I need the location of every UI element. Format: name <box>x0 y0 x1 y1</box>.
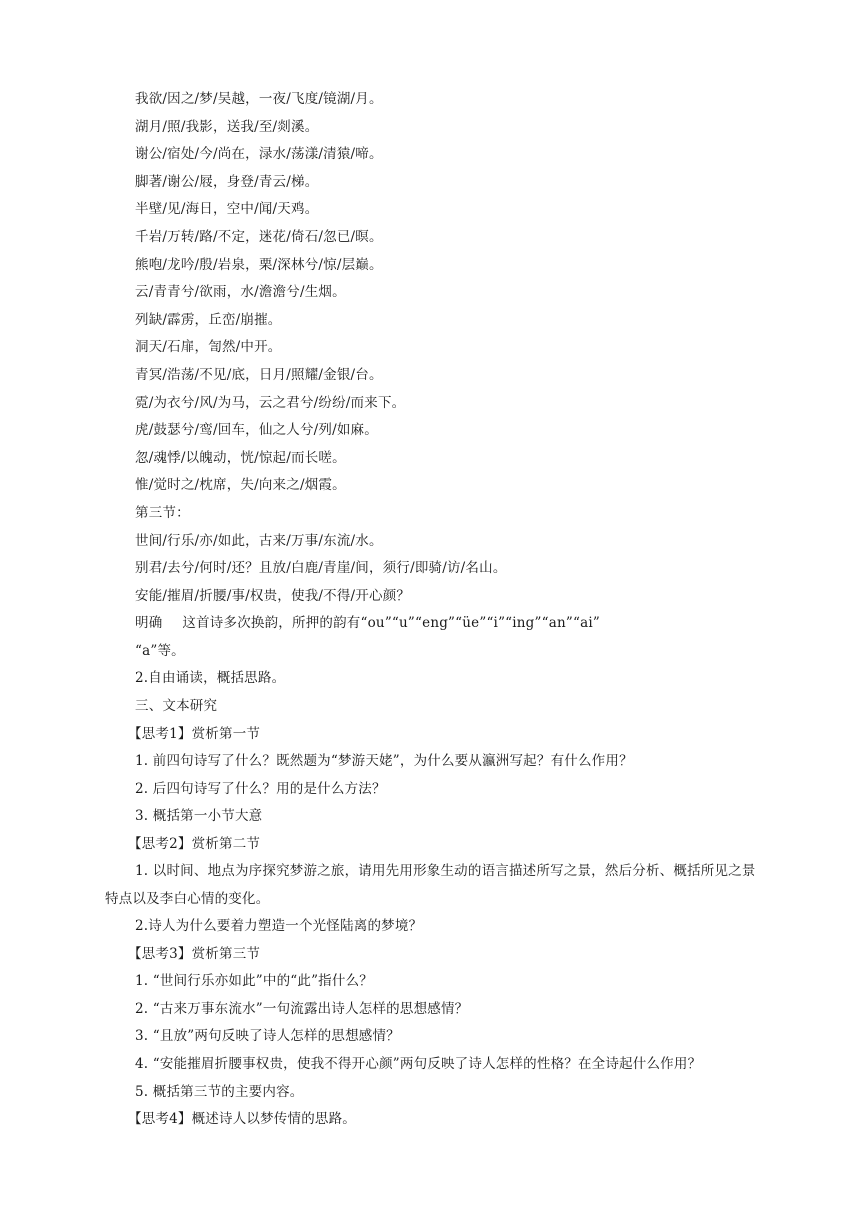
document-body <box>105 86 760 859</box>
question-item: 2. “古来万事东流水”一句流露出诗人怎样的思想感情？ <box>135 1000 469 1017</box>
question-item: 1. “世间行乐亦如此”中的“此”指什么？ <box>135 973 373 990</box>
poem-line: 虎/鼓瑟兮/鸾/回车，仙之人兮/列/如麻。 <box>135 422 378 439</box>
question-item: 3. “且放”两句反映了诗人怎样的思想感情？ <box>135 1028 400 1045</box>
poem-line: 谢公/宿处/今/尚在，渌水/荡漾/清猿/啼。 <box>135 146 383 163</box>
poem-line: 安能/摧眉/折腰/事/权贵，使我/不得/开心颜？ <box>135 587 411 604</box>
poem-line: 世间/行乐/亦/如此，古来/万事/东流/水。 <box>135 532 383 549</box>
poem-line: 熊咆/龙吟/殷/岩泉，栗/深林兮/惊/层巅。 <box>135 256 383 273</box>
poem-line: 霓/为衣兮/风/为马，云之君兮/纷纷/而来下。 <box>135 394 406 411</box>
think-heading: 【思考3】赏析第三节 <box>128 945 261 962</box>
think-heading: 【思考1】赏析第一节 <box>128 725 261 742</box>
question-item: 4. “安能摧眉折腰事权贵，使我不得开心颜”两句反映了诗人怎样的性格？在全诗起什么作用？ <box>135 1055 702 1072</box>
poem-line: 洞天/石扉，訇然/中开。 <box>135 339 282 356</box>
section-heading: 第三节： <box>135 504 190 521</box>
poem-line: 湖月/照/我影，送我/至/剡溪。 <box>135 118 319 135</box>
poem-line: 半壁/见/海日，空中/闻/天鸡。 <box>135 201 319 218</box>
question-item: 5. 概括第三节的主要内容。 <box>135 1083 304 1100</box>
question-item: 3. 概括第一小节大意 <box>135 808 263 825</box>
poem-line: 云/青青兮/欲雨，水/澹澹兮/生烟。 <box>135 284 346 301</box>
poem-line: 脚著/谢公/屐，身登/青云/梯。 <box>135 173 319 190</box>
poem-line: 千岩/万转/路/不定，迷花/倚石/忽已/暝。 <box>135 228 383 245</box>
poem-line: 列缺/霹雳，丘峦/崩摧。 <box>135 311 282 328</box>
question-text: 1. 以时间、地点为序探究梦游之旅，请用先用形象生动的语言描述所写之景，然后分析、概括所见之景特点以及李白心情的变化。 <box>105 863 756 907</box>
question-item: 2.诗人为什么要着力塑造一个光怪陆离的梦境？ <box>135 918 423 934</box>
think-heading: 【思考2】赏析第二节 <box>128 836 261 853</box>
answer-label: 明确 <box>135 615 163 632</box>
poem-line: 我欲/因之/梦/吴越，一夜/飞度/镜湖/月。 <box>135 91 383 107</box>
poem-line: 青冥/浩荡/不见/底，日月/照耀/金银/台。 <box>135 366 383 383</box>
answer-text: 这首诗多次换韵，所押的韵有“ou”“u”“eng”“üe”“i”“ing”“an”“ai” <box>182 615 600 632</box>
answer-continuation: “a”等。 <box>135 642 185 659</box>
poem-line: 忽/魂悸/以魄动，恍/惊起/而长嗟。 <box>135 449 346 466</box>
question-item-wrapped <box>105 858 760 913</box>
poem-line: 惟/觉时之/枕席，失/向来之/烟霞。 <box>135 477 346 494</box>
task-item: 2.自由诵读，概括思路。 <box>135 670 286 687</box>
think-heading: 【思考4】概述诗人以梦传情的思路。 <box>128 1111 356 1128</box>
question-item: 1. 前四句诗写了什么？既然题为“梦游天姥”，为什么要从瀛洲写起？有什么作用？ <box>135 753 633 770</box>
document-body-continued <box>105 913 760 1134</box>
answer-line <box>105 610 760 638</box>
poem-line: 别君/去兮/何时/还？且放/白鹿/青崖/间，须行/即骑/访/名山。 <box>135 560 507 577</box>
question-item: 2. 后四句诗写了什么？用的是什么方法？ <box>135 780 386 797</box>
section-title: 三、文本研究 <box>135 698 218 715</box>
